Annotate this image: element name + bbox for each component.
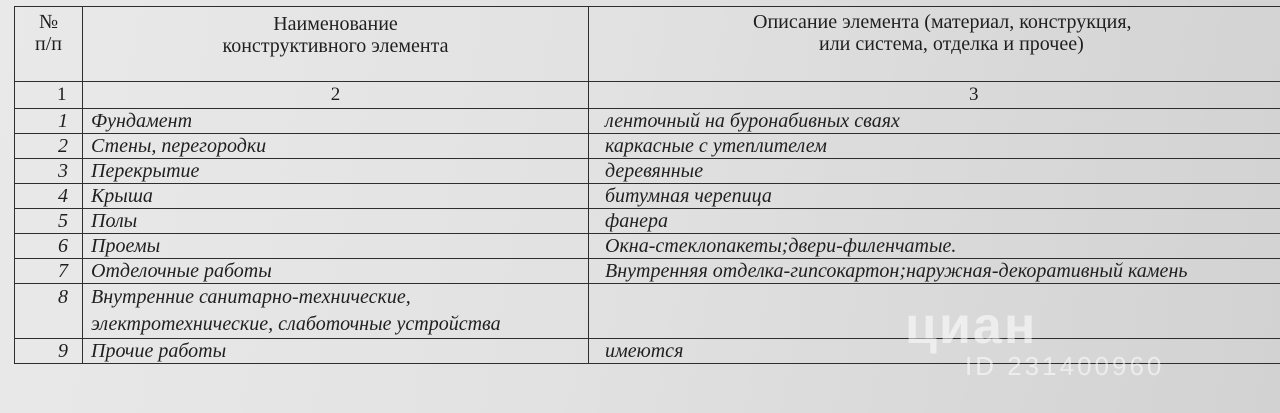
header-number-abbrev: п/п <box>35 33 62 55</box>
table-row <box>15 184 1280 209</box>
table-row <box>15 259 1280 284</box>
header-name-line2: конструктивного элемента <box>222 35 449 57</box>
row-number: 2 <box>15 134 83 159</box>
header-description-line2: или система, отделка и прочее) <box>819 33 1084 55</box>
header-name-cell <box>83 7 589 82</box>
row-element-description <box>589 284 1280 339</box>
row-number: 5 <box>15 209 83 234</box>
row-element-description: каркасные с утеплителем <box>589 134 1280 159</box>
row-number: 3 <box>15 159 83 184</box>
row-element-name: Прочие работы <box>83 339 589 364</box>
row-element-description: фанера <box>589 209 1280 234</box>
row-element-description: Внутренняя отделка-гипсокартон;наружная-декоративный камень <box>589 259 1280 284</box>
table-row <box>15 109 1280 134</box>
row-element-name: Отделочные работы <box>83 259 589 284</box>
table-row <box>15 284 1280 339</box>
row-element-name: Крыша <box>83 184 589 209</box>
row-element-name: Фундамент <box>83 109 589 134</box>
row-element-name: Внутренние санитарно-технические, электротехнические, слаботочные устройства <box>83 284 589 339</box>
row-number: 7 <box>15 259 83 284</box>
header-number-cell <box>15 7 83 82</box>
row-element-name: Полы <box>83 209 589 234</box>
header-description-cell <box>589 7 1280 82</box>
row-element-description: Окна-стеклопакеты;двери-филенчатые. <box>589 234 1280 259</box>
header-name-line1: Наименование <box>273 13 398 35</box>
table-row <box>15 339 1280 364</box>
watermark-logo: циан <box>905 297 1038 355</box>
row-element-name: Перекрытие <box>83 159 589 184</box>
row-element-description: битумная черепица <box>589 184 1280 209</box>
watermark-listing-id: ID 231400960 <box>965 351 1165 381</box>
column-index-3: 3 <box>589 82 1280 109</box>
table-row <box>15 134 1280 159</box>
column-index-1: 1 <box>15 82 83 109</box>
row-element-description: ленточный на буронабивных сваях <box>589 109 1280 134</box>
row-number: 9 <box>15 339 83 364</box>
table-row <box>15 234 1280 259</box>
row-number: 8 <box>15 284 83 339</box>
construction-elements-table <box>14 6 1280 364</box>
row-element-description: имеются <box>589 339 1280 364</box>
column-index-row <box>15 82 1280 109</box>
column-index-2: 2 <box>83 82 589 109</box>
table-row <box>15 209 1280 234</box>
row-number: 1 <box>15 109 83 134</box>
row-element-name: Стены, перегородки <box>83 134 589 159</box>
header-description-line1: Описание элемента (материал, конструкция, <box>753 11 1132 33</box>
table-header-row <box>15 7 1280 82</box>
table-row <box>15 159 1280 184</box>
row-number: 6 <box>15 234 83 259</box>
row-element-name: Проемы <box>83 234 589 259</box>
header-number-symbol: № <box>38 11 59 33</box>
row-number: 4 <box>15 184 83 209</box>
row-element-description: деревянные <box>589 159 1280 184</box>
